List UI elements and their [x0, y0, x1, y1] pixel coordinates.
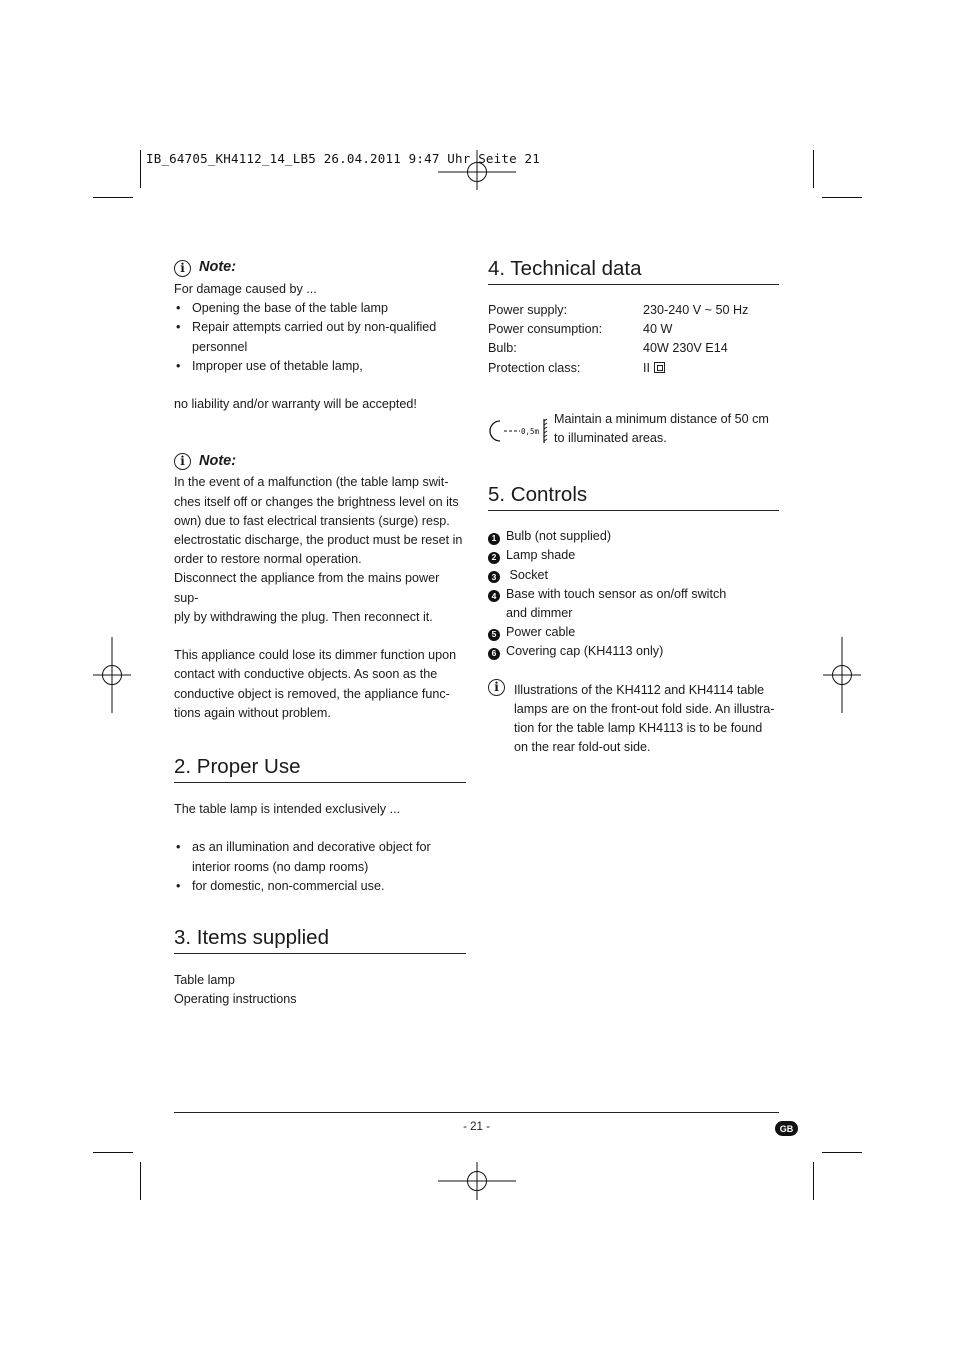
list-item: • Improper use of thetable lamp,	[174, 357, 466, 376]
proper-use-list	[174, 838, 466, 896]
page-number: - 21 -	[463, 1121, 490, 1133]
item-line: Operating instructions	[174, 992, 297, 1007]
text-line: In the event of a malfunction (the table lamp swit-	[174, 475, 449, 490]
double-insulation-icon	[654, 362, 665, 373]
footer-rule	[174, 1112, 779, 1113]
note-label: Note:	[199, 452, 237, 469]
table-row	[488, 301, 779, 320]
text-line: on the rear fold-out side.	[514, 740, 651, 755]
info-icon: i	[488, 679, 505, 696]
text-line: tion for the table lamp KH4113 is to be found	[514, 721, 763, 736]
print-slug: IB_64705_KH4112_14_LB5 26.04.2011 9:47 Uhr Seite 21	[146, 151, 541, 166]
table-row	[488, 320, 779, 339]
list-item: • as an illumination and decorative object for interior rooms (no damp rooms)	[174, 838, 466, 876]
spec-value: 40 W	[643, 322, 673, 337]
dimmer-paragraph	[174, 646, 466, 723]
list-item	[488, 527, 779, 546]
info-icon: i	[174, 453, 191, 470]
control-label: Covering cap (KH4113 only)	[506, 644, 664, 659]
note-intro: For damage caused by ...	[174, 282, 317, 296]
list-item: • Repair attempts carried out by non-qualified personnel	[174, 318, 466, 356]
text-line: Illustrations of the KH4112 and KH4114 table	[514, 682, 765, 697]
list-item: • Opening the base of the table lamp	[174, 299, 466, 318]
right-column	[488, 256, 779, 757]
section-title-technical-data: 4. Technical data	[488, 256, 779, 285]
left-column	[174, 256, 466, 1009]
proper-use-intro: The table lamp is intended exclusively ...	[174, 802, 401, 817]
min-distance-icon	[488, 415, 548, 447]
language-badge: GB	[775, 1121, 798, 1136]
text-line: ply by withdrawing the plug. Then reconnect it.	[174, 609, 433, 624]
list-item	[488, 642, 779, 661]
info-icon: i	[174, 260, 191, 277]
list-item: • for domestic, non-commercial use.	[174, 877, 466, 896]
text-line: order to restore normal operation.	[174, 552, 362, 567]
list-item	[488, 546, 779, 565]
control-label: Lamp shade	[506, 548, 576, 563]
distance-notice	[488, 411, 779, 448]
list-item	[488, 585, 779, 604]
spec-value: 230-240 V ~ 50 Hz	[643, 303, 749, 317]
number-badge: 4	[488, 590, 500, 602]
table-row	[488, 339, 779, 358]
text-line: tions again without problem.	[174, 705, 331, 720]
number-badge: 1	[488, 533, 500, 545]
text-line: to illuminated areas.	[554, 431, 667, 446]
list-item	[488, 623, 779, 642]
list-item	[488, 566, 779, 585]
section-title-proper-use: 2. Proper Use	[174, 754, 466, 783]
control-label: Bulb (not supplied)	[506, 529, 612, 544]
spec-value: 40W 230V E14	[643, 341, 728, 356]
control-label-continued: and dimmer	[506, 606, 573, 621]
malfunction-paragraph	[174, 473, 466, 627]
text-line: electrostatic discharge, the product must be reset in	[174, 533, 463, 548]
note-heading	[174, 449, 466, 473]
spec-key: Protection class:	[488, 360, 581, 375]
number-badge: 6	[488, 648, 500, 660]
text-line: conductive object is removed, the appliance func-	[174, 686, 450, 701]
text-line: lamps are on the front-out fold side. An illustra-	[514, 701, 775, 716]
control-label: Socket	[506, 567, 548, 582]
control-label: Power cable	[506, 625, 576, 640]
table-row	[488, 359, 779, 378]
damage-list	[174, 299, 466, 376]
note-label: Note:	[199, 259, 237, 276]
text-line: Maintain a minimum distance of 50 cm	[554, 411, 769, 426]
spec-key: Power supply:	[488, 303, 568, 317]
text-line: own) due to fast electrical transients (surge) resp.	[174, 513, 450, 528]
text-line: This appliance could lose its dimmer function upon	[174, 648, 457, 663]
note-heading	[174, 256, 466, 280]
spec-value	[643, 359, 779, 378]
text-line: contact with conductive objects. As soon as the	[174, 667, 438, 682]
controls-list	[488, 527, 779, 661]
section-title-items-supplied: 3. Items supplied	[174, 925, 466, 954]
illustration-info	[488, 681, 779, 758]
number-badge: 5	[488, 629, 500, 641]
item-line: Table lamp	[174, 973, 235, 988]
liability-text: no liability and/or warranty will be accepted!	[174, 397, 417, 412]
control-label: Base with touch sensor as on/off switch	[506, 586, 727, 601]
distance-icon-label: 0,5m	[521, 426, 540, 436]
protection-class-value: II	[643, 360, 650, 375]
section-title-controls: 5. Controls	[488, 482, 779, 511]
text-line: ches itself off or changes the brightness level on its	[174, 494, 459, 509]
spec-key: Bulb:	[488, 341, 517, 356]
number-badge: 2	[488, 552, 500, 564]
number-badge: 3	[488, 571, 500, 583]
spec-key: Power consumption:	[488, 322, 603, 337]
technical-data-table	[488, 301, 779, 378]
text-line: Disconnect the appliance from the mains power sup-	[174, 571, 440, 605]
